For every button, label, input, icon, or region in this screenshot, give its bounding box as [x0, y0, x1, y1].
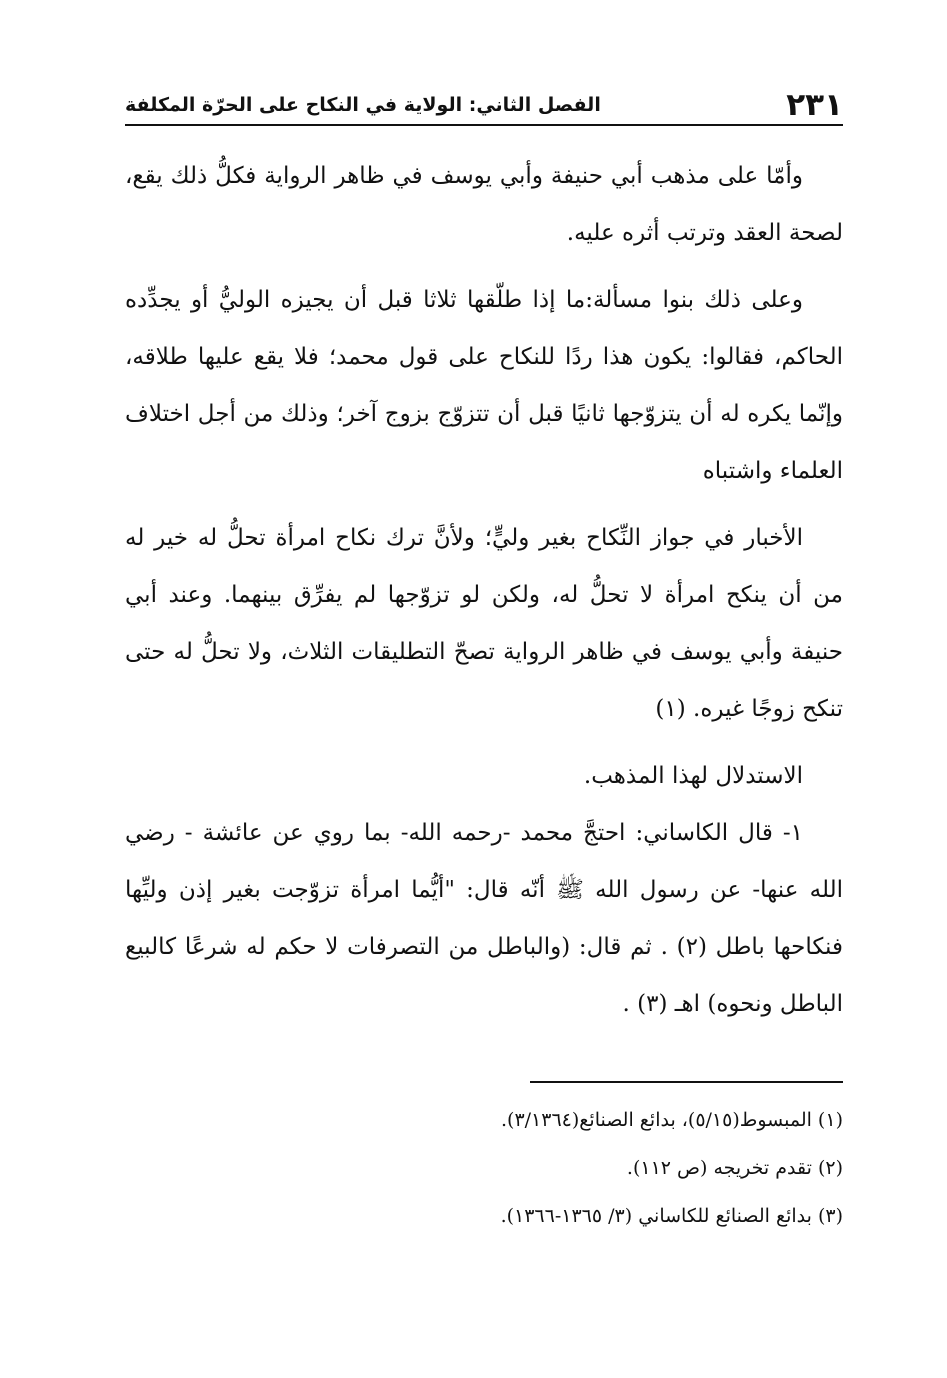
- paragraph: الأخبار في جواز النِّكاح بغير وليٍّ؛ ولأنَّ ترك نكاح امرأة تحلُّ له خير له من أن ينكح امرأة لا تحلُّ له، ولكن لو تزوّجها لم يفرِّق بينهما. وعند أبي حنيفة وأبي يوسف في ظاهر الرواية تصحّ التطليقات الثلاث، ولا تحلُّ له حتى تنكح زوجًا غيره. (١): [125, 525, 843, 722]
- paragraph: وعلى ذلك بنوا مسألة:ما إذا طلّقها ثلاثا قبل أن يجيزه الوليُّ أو يجدِّده الحاكم، فقالوا: يكون هذا ردًا للنكاح على قول محمد؛ فلا يقع عليها طلاقه، وإنّما يكره له أن يتزوّجها ثانيًا قبل أن تتزوّج بزوج آخر؛ وذلك من أجل اختلاف العلماء واشتباه: [125, 287, 843, 484]
- footnote: (٣) بدائع الصنائع للكاساني (٣/ ١٣٦٥-١٣٦٦).: [500, 1205, 843, 1227]
- footnote: (٢) تقدم تخريجه (ص ١١٢).: [626, 1157, 843, 1179]
- paragraph: وأمّا على مذهب أبي حنيفة وأبي يوسف في ظاهر الرواية فكلُّ ذلك يقع، لصحة العقد وترتب أثره عليه.: [125, 163, 843, 246]
- footnote: (١) المبسوط(٥/١٥)، بدائع الصنائع(٣/١٣٦٤).: [500, 1109, 843, 1131]
- evidence-paragraph: ١- قال الكاساني: احتجَّ محمد -رحمه الله- بما روي عن عائشة - رضي الله عنها- عن رسول الله ﷺ أنّه قال: "أيُّما امرأة تزوّجت بغير إذن وليِّها فنكاحها باطل (٢) . ثم قال: (والباطل من التصرفات لا حكم له شرعًا كالبيع الباطل ونحوه) اهـ (٣) .: [125, 820, 843, 1017]
- main-text: [125, 148, 843, 1043]
- page-number: ٢٣١: [786, 87, 843, 123]
- footnote-rule: [530, 1081, 843, 1083]
- header-rule: [125, 124, 843, 126]
- running-title: الفصل الثاني: الولاية في النكاح على الحرّة المكلفة: [125, 94, 601, 116]
- section-heading: الاستدلال لهذا المذهب.: [583, 763, 803, 789]
- page-header: [125, 84, 843, 126]
- footnotes: [125, 1096, 843, 1240]
